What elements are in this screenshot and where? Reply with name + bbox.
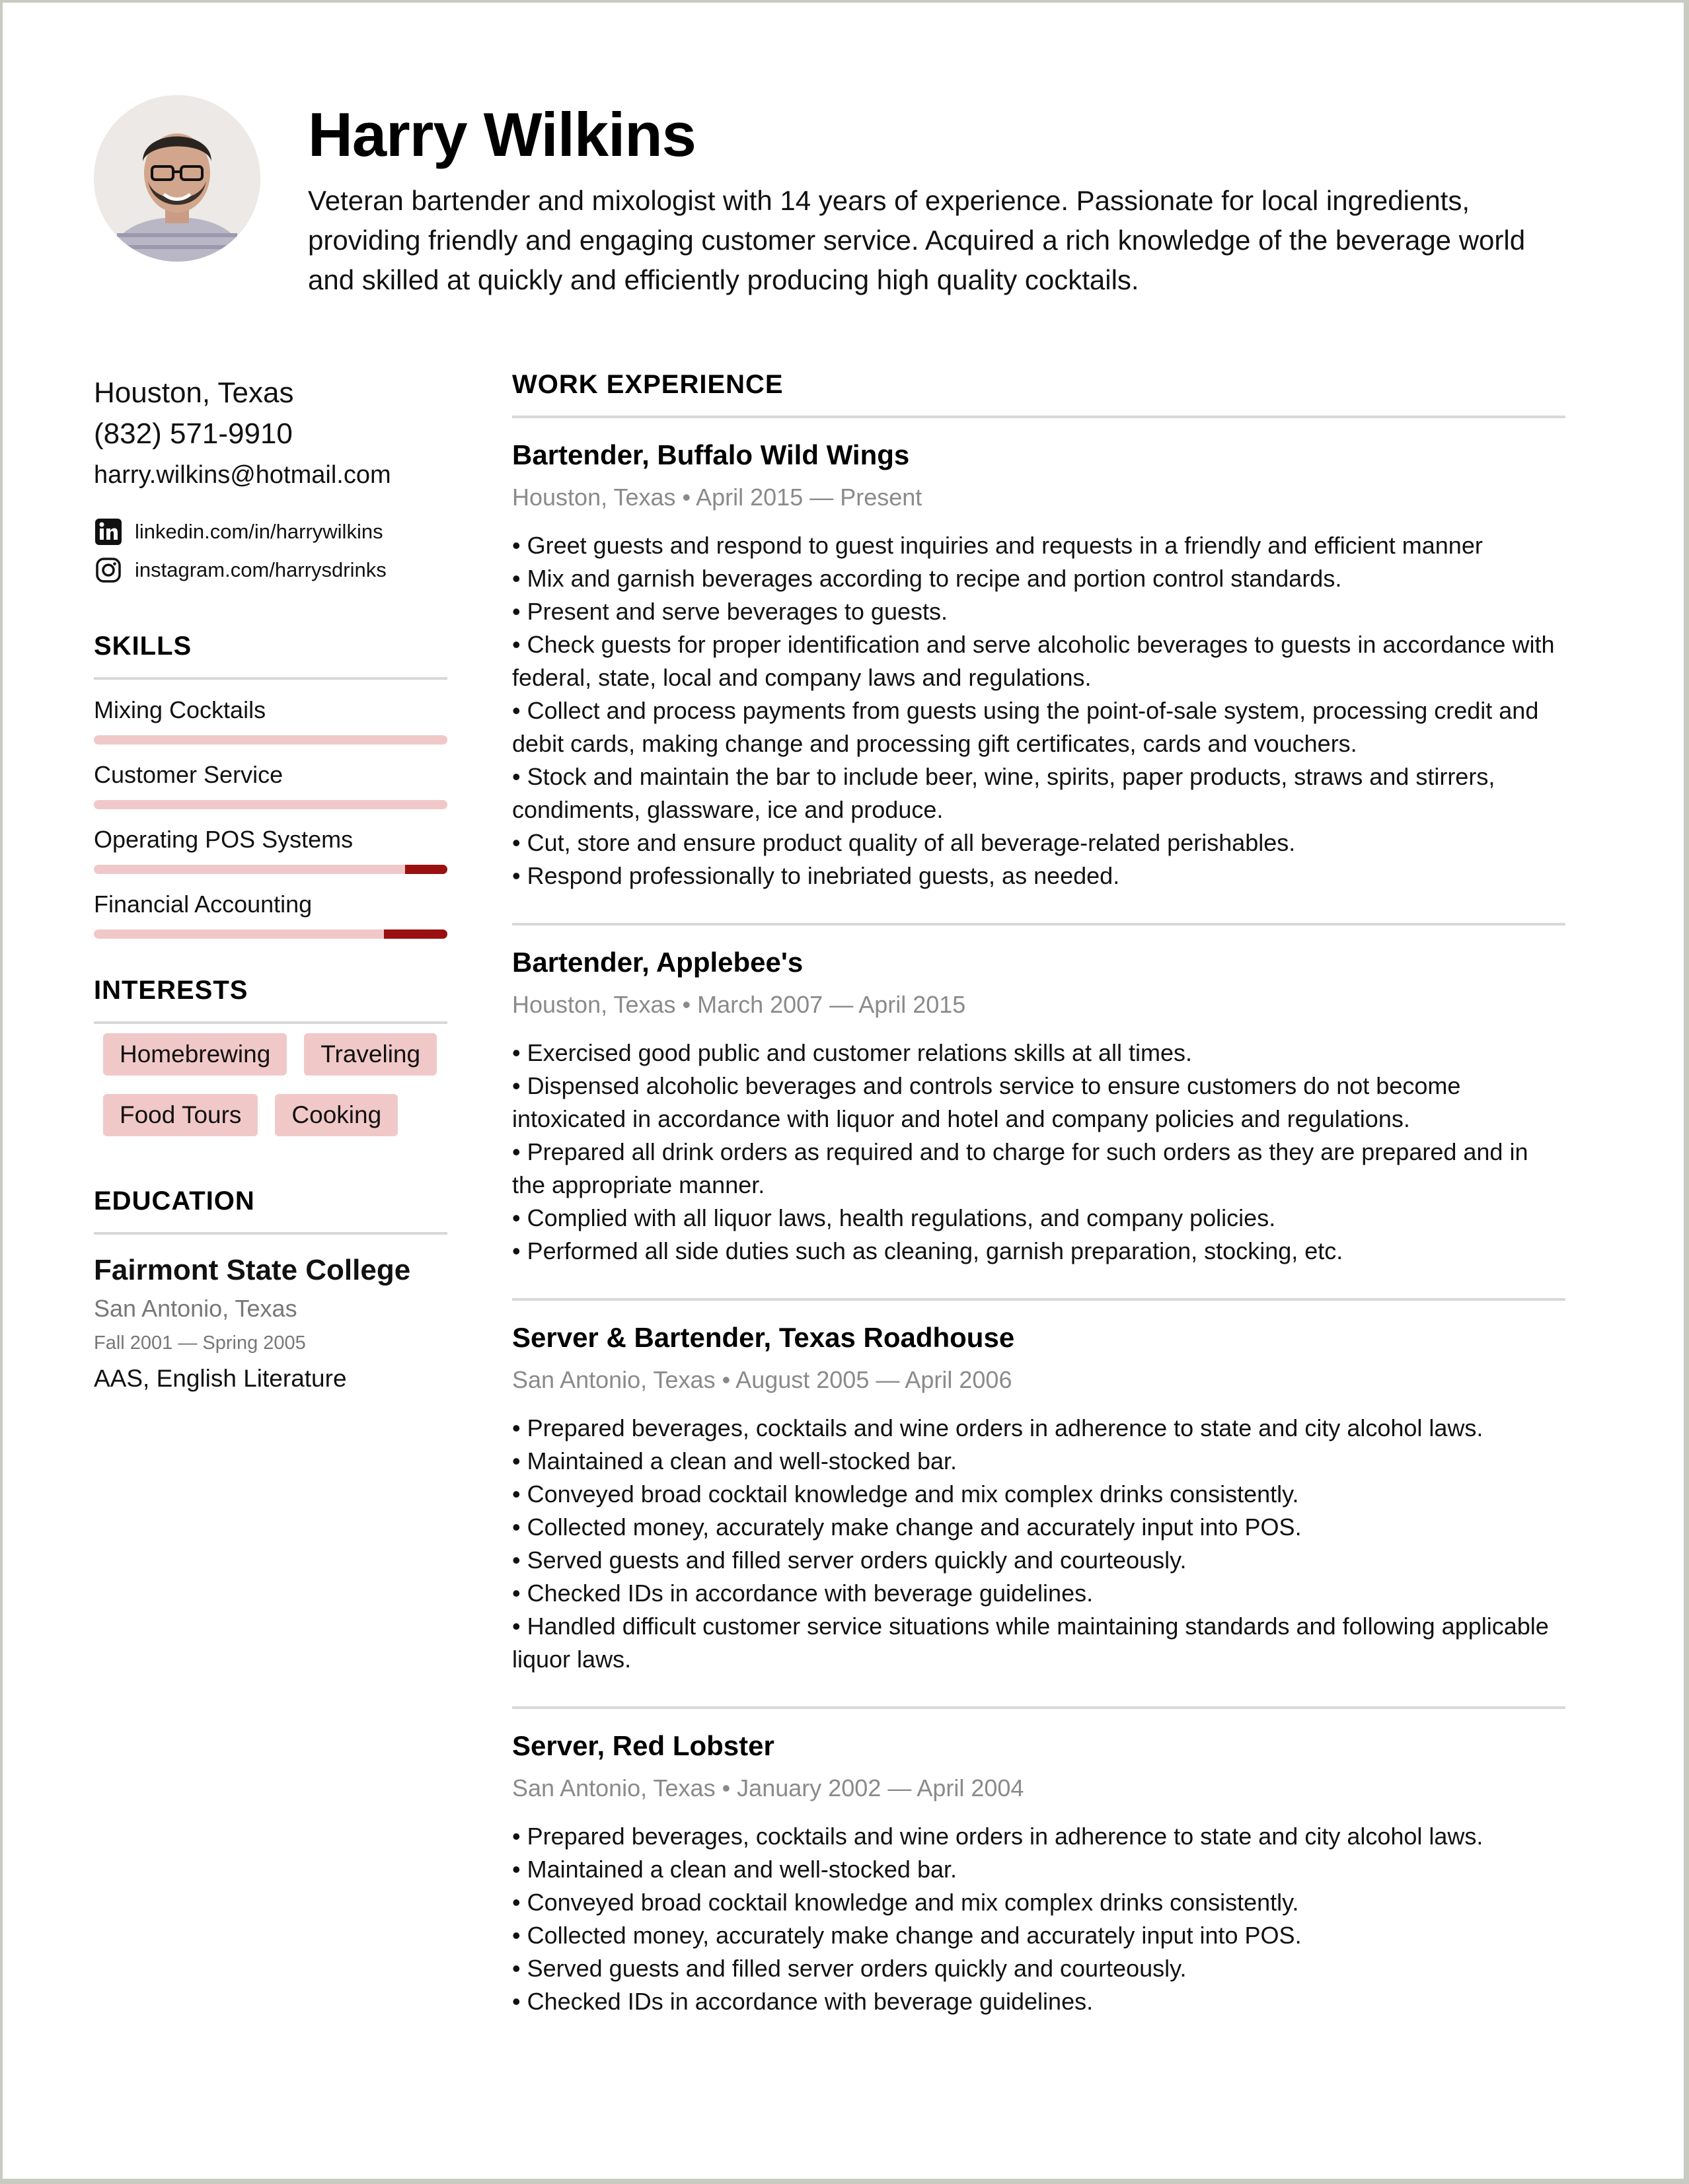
job-bullet: • Prepared all drink orders as required and to charge for such orders as they are prepared and in the appropriate manner. [512, 1138, 1528, 1198]
job-bullet: • Checked IDs in accordance with beverage guidelines. [512, 1988, 1094, 2015]
job-bullet: • Checked IDs in accordance with beverage guidelines. [512, 1580, 1094, 1607]
linkedin-link[interactable] [94, 513, 447, 551]
job-meta: Houston, Texas • March 2007 — April 2015 [512, 991, 966, 1018]
skills-heading: SKILLS [94, 632, 447, 680]
job-entry [512, 1709, 1565, 2049]
job-bullet: • Dispensed alcoholic beverages and controls service to ensure customers do not become intoxicated in accordance with liquor and hotel and company policies and regulations. [512, 1072, 1461, 1132]
resume-page [3, 3, 1684, 2179]
job-entry [512, 418, 1565, 926]
job-bullet: • Greet guests and respond to guest inquiries and requests in a friendly and efficient manner [512, 532, 1483, 559]
linkedin-url: linkedin.com/in/harrywilkins [135, 520, 383, 543]
skills-list [94, 696, 447, 939]
job-bullets [512, 1820, 1565, 2018]
skill-item [94, 825, 447, 874]
contact-email[interactable]: harry.wilkins@hotmail.com [94, 461, 391, 489]
education-heading: EDUCATION [94, 1186, 447, 1235]
education-degree: AAS, English Literature [94, 1365, 347, 1392]
job-title: Bartender, Applebee's [512, 947, 804, 978]
job-bullet: • Served guests and filled server orders quickly and courteously. [512, 1955, 1187, 1982]
job-bullet: • Collected money, accurately make change and accurately input into POS. [512, 1922, 1302, 1949]
job-title: Server, Red Lobster [512, 1730, 774, 1761]
profile-summary: Veteran bartender and mixologist with 14 years of experience. Passionate for local ingredients, providing friendly and engaging customer service. Acquired a rich knowledge of the beverage world and skilled at quickly and efficiently producing high quality cocktails. [308, 185, 1526, 295]
job-bullet: • Collected money, accurately make change and accurately input into POS. [512, 1513, 1302, 1541]
job-bullets [512, 529, 1565, 892]
job-title: Server & Bartender, Texas Roadhouse [512, 1322, 1015, 1353]
job-bullet: • Handled difficult customer service situations while maintaining standards and following applicable liquor laws. [512, 1613, 1549, 1673]
job-title: Bartender, Buffalo Wild Wings [512, 439, 910, 470]
contact-phone: (832) 571-9910 [94, 418, 293, 450]
education-dates: Fall 2001 — Spring 2005 [94, 1332, 306, 1354]
candidate-name: Harry Wilkins [308, 100, 696, 169]
contact-location: Houston, Texas [94, 377, 294, 409]
linkedin-icon [94, 517, 123, 546]
interests-heading: INTERESTS [94, 976, 447, 1024]
job-bullet: • Maintained a clean and well-stocked bar. [512, 1856, 957, 1883]
skill-label: Financial Accounting [94, 891, 313, 918]
education-school: Fairmont State College [94, 1254, 411, 1286]
job-bullet: • Prepared beverages, cocktails and wine orders in adherence to state and city alcohol laws. [512, 1414, 1483, 1441]
job-bullet: • Respond professionally to inebriated guests, as needed. [512, 862, 1120, 889]
interest-tag: Traveling [304, 1033, 437, 1075]
job-bullet: • Exercised good public and customer relations skills at all times. [512, 1039, 1193, 1066]
interest-tag: Cooking [275, 1094, 398, 1136]
skill-bar-remainder [405, 865, 447, 874]
job-bullet: • Cut, store and ensure product quality of all beverage-related perishables. [512, 829, 1296, 856]
instagram-url: instagram.com/harrysdrinks [135, 558, 387, 581]
job-bullets [512, 1412, 1565, 1676]
skill-label: Mixing Cocktails [94, 696, 266, 723]
job-bullet: • Complied with all liquor laws, health regulations, and company policies. [512, 1204, 1276, 1231]
job-bullet: • Conveyed broad cocktail knowledge and mix complex drinks consistently. [512, 1480, 1299, 1508]
skill-label: Customer Service [94, 761, 283, 788]
job-bullet: • Stock and maintain the bar to include beer, wine, spirits, paper products, straws and stirrers, condiments, glassware, ice and produce. [512, 763, 1495, 823]
skill-bar [94, 800, 447, 809]
right-column [512, 370, 1565, 2049]
job-entry [512, 1301, 1565, 1709]
skill-item [94, 890, 447, 939]
skill-bar [94, 929, 447, 939]
skill-item [94, 760, 447, 809]
job-bullet: • Prepared beverages, cocktails and wine orders in adherence to state and city alcohol laws. [512, 1823, 1483, 1850]
interest-tag: Food Tours [103, 1094, 258, 1136]
skill-bar [94, 735, 447, 745]
job-bullet: • Maintained a clean and well-stocked bar. [512, 1447, 957, 1474]
job-bullet: • Served guests and filled server orders quickly and courteously. [512, 1547, 1187, 1574]
interests-list [94, 1024, 457, 1155]
profile-photo-image [94, 95, 260, 262]
job-bullet: • Conveyed broad cocktail knowledge and mix complex drinks consistently. [512, 1889, 1299, 1916]
instagram-link[interactable] [94, 551, 447, 589]
job-bullet: • Check guests for proper identification and serve alcoholic beverages to guests in accordance with federal, state, local and company laws and regulations. [512, 631, 1555, 691]
work-experience-heading: WORK EXPERIENCE [512, 370, 1565, 418]
interest-tag: Homebrewing [103, 1033, 287, 1075]
skill-label: Operating POS Systems [94, 826, 354, 853]
job-bullet: • Collect and process payments from guests using the point-of-sale system, processing credit and debit cards, making change and processing gift certificates, cards and vouchers. [512, 697, 1539, 757]
job-bullet: • Performed all side duties such as cleaning, garnish preparation, stocking, etc. [512, 1237, 1343, 1264]
left-column [94, 373, 447, 1399]
skill-bar-remainder [384, 929, 447, 939]
job-bullet: • Present and serve beverages to guests. [512, 598, 948, 625]
profile-photo [94, 95, 260, 262]
education-location: San Antonio, Texas [94, 1295, 297, 1322]
skill-bar [94, 865, 447, 874]
job-meta: San Antonio, Texas • January 2002 — April 2004 [512, 1774, 1024, 1802]
job-bullets [512, 1037, 1565, 1268]
job-meta: Houston, Texas • April 2015 — Present [512, 484, 922, 511]
job-entry [512, 926, 1565, 1301]
job-bullet: • Mix and garnish beverages according to recipe and portion control standards. [512, 565, 1342, 592]
instagram-icon [94, 556, 123, 585]
skill-item [94, 696, 447, 745]
job-meta: San Antonio, Texas • August 2005 — April 2006 [512, 1366, 1012, 1393]
